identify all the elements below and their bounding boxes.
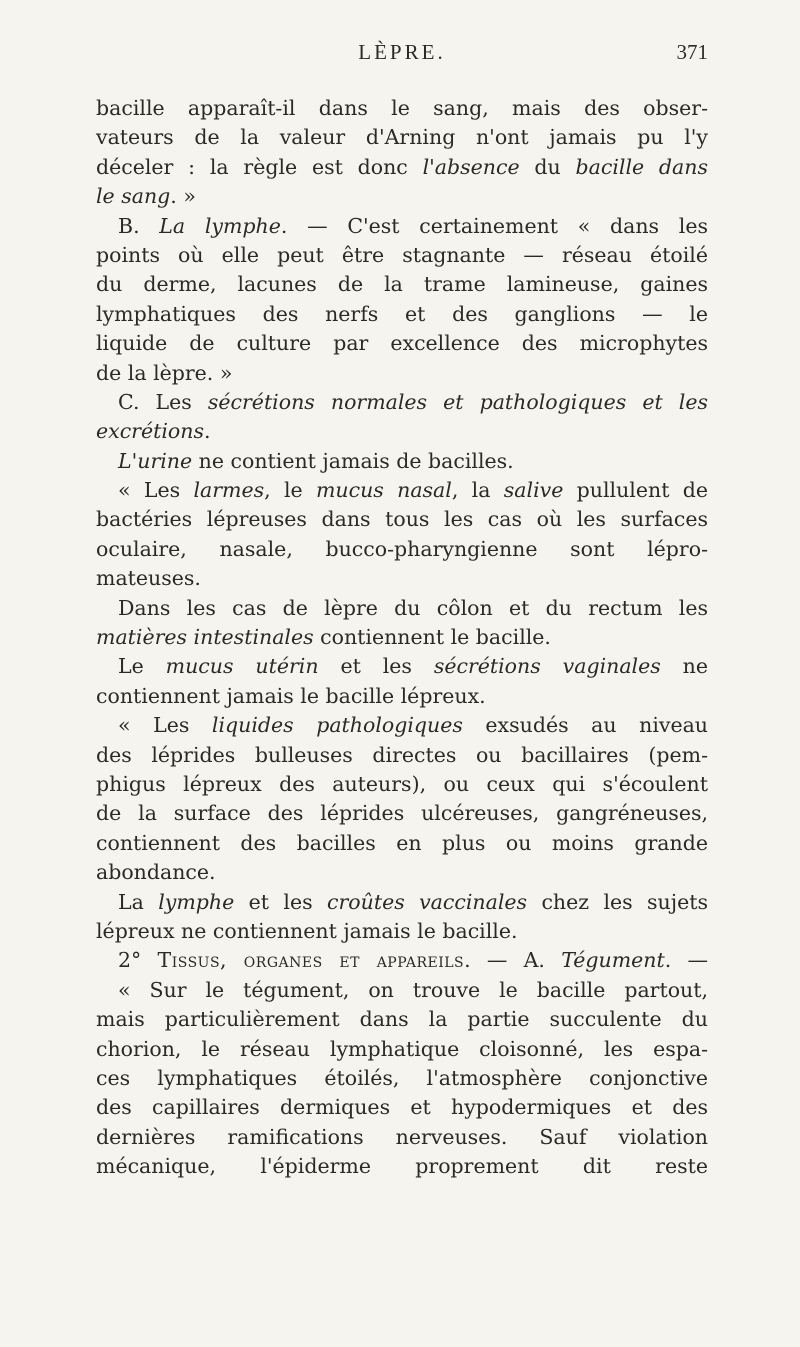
text-line: matières intestinales contiennent le bacille. xyxy=(96,625,551,650)
text-line: liquide de culture par excellence des microphytes xyxy=(96,331,708,356)
text-line: mateuses. xyxy=(96,566,201,591)
text-line: oculaire, nasale, bucco-pharyngienne sont lépro- xyxy=(96,536,708,561)
text-line: Le mucus utérin et les sécrétions vaginales ne xyxy=(118,654,709,679)
text-line: La lymphe et les croûtes vaccinales chez les sujets xyxy=(118,889,709,914)
text-line: mécanique, l'épiderme proprement dit reste xyxy=(96,1154,708,1179)
text-line: bacille apparaît-il dans le sang, mais des obser- xyxy=(96,96,708,120)
running-head-title: LÈPRE. xyxy=(358,40,446,64)
text-line: 2° Tissus, organes et appareils. — A. Tégument. — xyxy=(118,948,708,973)
text-line: lymphatiques des nerfs et des ganglions — le xyxy=(96,301,708,326)
text-line: B. La lymphe. — C'est certainement « dans les xyxy=(118,213,708,238)
text-line: C. Les sécrétions normales et pathologiques et les xyxy=(118,389,708,414)
text-line: « Les larmes, le mucus nasal, la salive pullulent de xyxy=(118,478,708,503)
text-line: le sang. » xyxy=(96,184,196,209)
text-line: de la lèpre. » xyxy=(96,360,233,385)
body-text xyxy=(96,94,708,1181)
text-line: vateurs de la valeur d'Arning n'ont jamais pu l'y xyxy=(96,125,708,150)
text-line: abondance. xyxy=(96,860,216,885)
text-line: déceler : la règle est donc l'absence du bacille dans xyxy=(96,154,709,179)
text-line: lépreux ne contiennent jamais le bacille. xyxy=(96,918,518,943)
text-line: dernières ramifications nerveuses. Sauf violation xyxy=(96,1124,708,1149)
text-line: « Sur le tégument, on trouve le bacille partout, xyxy=(118,977,708,1002)
text-line: contiennent des bacilles en plus ou moins grande xyxy=(96,830,708,855)
text-line: chorion, le réseau lymphatique cloisonné, les espa- xyxy=(96,1036,708,1061)
text-line: des léprides bulleuses directes ou bacillaires (pem- xyxy=(96,742,708,767)
text-line: phigus lépreux des auteurs), ou ceux qui s'écoulent xyxy=(96,771,708,796)
text-line: excrétions. xyxy=(96,419,211,444)
text-line: du derme, lacunes de la trame lamineuse, gaines xyxy=(96,272,708,297)
text-line: bactéries lépreuses dans tous les cas où les surfaces xyxy=(96,507,708,532)
text-line: de la surface des léprides ulcéreuses, gangréneuses, xyxy=(96,801,708,826)
text-line: ces lymphatiques étoilés, l'atmosphère conjonctive xyxy=(96,1065,708,1090)
text-line: points où elle peut être stagnante — réseau étoilé xyxy=(96,242,708,267)
running-head xyxy=(96,40,708,70)
text-line: « Les liquides pathologiques exsudés au niveau xyxy=(118,713,709,738)
text-line: des capillaires dermiques et hypodermiques et des xyxy=(96,1095,708,1120)
text-line: mais particulièrement dans la partie succulente du xyxy=(96,1007,708,1032)
text-line: Dans les cas de lèpre du côlon et du rectum les xyxy=(118,595,708,620)
text-line: L'urine ne contient jamais de bacilles. xyxy=(118,448,514,473)
page-number: 371 xyxy=(676,40,708,64)
text-line: contiennent jamais le bacille lépreux. xyxy=(96,683,486,708)
